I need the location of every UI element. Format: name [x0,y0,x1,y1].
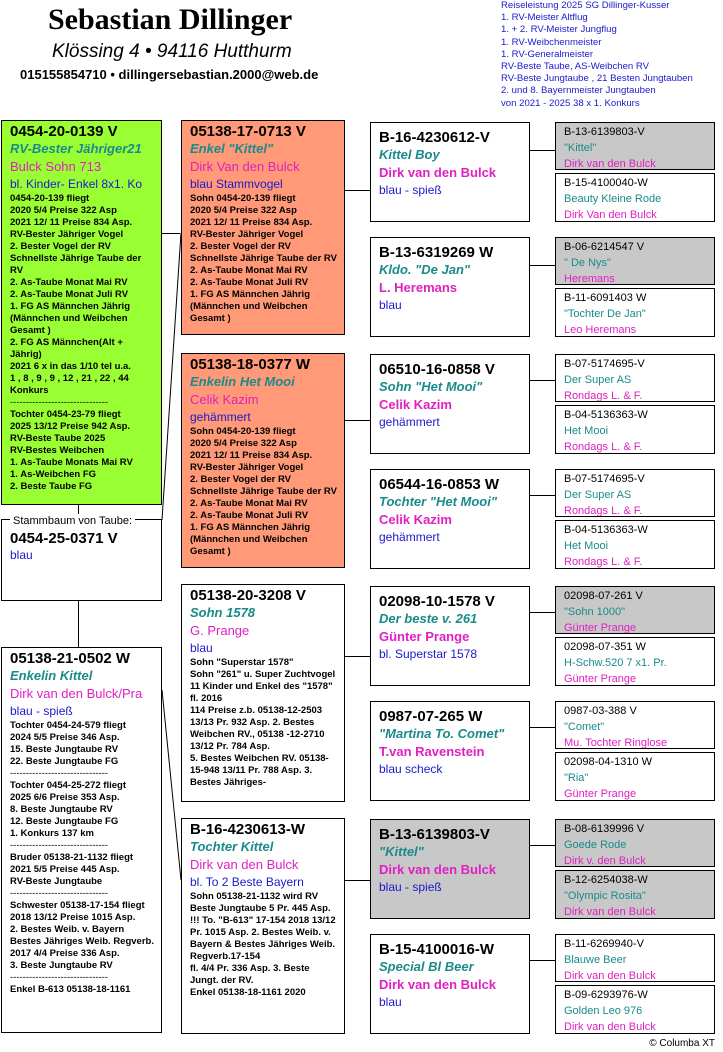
connector-line [530,495,555,496]
gen4-ring: B-12-6254038-W [564,874,648,886]
gen4-breeder: Rondags L. & F. [564,390,643,402]
great-grandparent-box[interactable] [370,586,530,686]
gen4-ring: 02098-07-351 W [564,641,646,653]
gen4-title: "Olympic Rosita" [564,890,646,902]
great-grandparent-box[interactable] [370,354,530,454]
ggp-breeder: Dirk van den Bulck [379,862,497,877]
subject-ring: 0454-25-0371 V [10,530,118,547]
gen4-ring: B-06-6214547 V [564,241,645,253]
gen4-title: "Kittel" [564,142,597,154]
gen4-box[interactable] [555,405,715,454]
gp-breeder: Dirk van den Bulck [190,857,299,872]
ggp-title: Kittel Boy [379,147,440,162]
ggp-breeder: Celik Kazim [379,397,452,412]
gp-description: Sohn 05138-21-1132 wird RV Beste Jungtaube 5 Pr. 445 Asp. !!! To. "B-613" 17-154 2018 13/12 Pr. 1015 Asp. 2. Bestes Weib. v. Bayern & Bestes Jähriges Weib. Regverb.17-154 fl. 4/4 Pr. 336 Asp. 3. Beste Jungt. der RV. Enkel 05138-18-1161 2020 [190,891,336,998]
ggp-color: blau - spieß [379,183,442,197]
gen4-breeder: Dirk v. den Bulck [564,855,646,867]
mother-description: Tochter 0454-24-579 fliegt 2024 5/5 Preise 346 Asp. 15. Beste Jungtaube RV 22. Beste Jungtaube FG ------------------------------- Tochter 0454-25-272 fliegt 2025 6/6 Preise 353 Asp. 8. Beste Jungtaube RV 12. Beste Jungtaube FG 1. Konkurs 137 km ------------------------------- Bruder 05138-21-1132 fliegt 2021 5/5 Preise 445 Asp. RV-Beste Jungtaube ------------------------------- Schwester 05138-17-154 fliegt 2018 13/12 Preise 1015 Asp. 2. Bestes Weib. v. Bayern Bestes Jähriges Weib. Regverb. 2017 4/4 Preise 336 Asp. 3. Beste Jungtaube RV ------------------------------- Enkel B-613 05138-18-1161 [10,720,154,995]
gen4-box[interactable] [555,520,715,569]
gp-title: Sohn 1578 [190,605,256,620]
gen4-title: Het Mooi [564,540,609,552]
paternal-grandmother-box[interactable] [181,353,345,568]
footer-copyright: © Columba XT [649,1038,715,1049]
gen4-breeder: Leo Heremans [564,324,637,336]
ggp-color: blau [379,995,402,1009]
gen4-box[interactable] [555,237,715,285]
ggp-breeder: Günter Prange [379,629,470,644]
gen4-ring: B-08-6139996 V [564,823,645,835]
ggp-breeder: T.van Ravenstein [379,744,485,759]
ggp-color: blau - spieß [379,880,442,894]
gen4-title: Der Super AS [564,489,632,501]
ggp-breeder: L. Heremans [379,280,458,295]
gp-color: blau Stammvogel [190,177,283,191]
gen4-breeder: Günter Prange [564,622,637,634]
achievement-line: 1. RV-Generalmeister [501,48,594,60]
gp-title: Enkel "Kittel" [190,141,274,156]
ggp-ring: B-13-6319269 W [379,244,494,261]
gen4-title: H-Schw.520 7 x1. Pr. [564,657,667,669]
father-box[interactable] [1,120,162,505]
gen4-title: "Tochter De Jan" [564,308,646,320]
achievement-line: RV-Beste Taube, AS-Weibchen RV [501,61,650,73]
ggp-ring: 06544-16-0853 W [379,476,500,493]
gen4-ring: B-07-5174695-V [564,473,645,485]
father-color: bl. Kinder- Enkel 8x1. Ko [10,177,143,191]
gen4-title: Der Super AS [564,374,632,386]
ggp-ring: B-16-4230612-V [379,129,490,146]
gen4-ring: B-13-6139803-V [564,126,645,138]
subject-label: Stammbaum von Taube: [10,514,135,528]
ggp-title: Tochter "Het Mooi" [379,494,498,509]
achievements-list [501,0,693,110]
gen4-title: "Sohn 1000" [564,606,626,618]
achievement-line: von 2021 - 2025 38 x 1. Konkurs [501,97,640,109]
great-grandparent-box[interactable] [370,122,530,222]
gen4-breeder: Rondags L. & F. [564,556,643,568]
gp-color: blau [190,641,213,655]
gen4-breeder: Rondags L. & F. [564,505,643,517]
ggp-ring: 0987-07-265 W [379,708,483,725]
connector-line [530,960,555,961]
connector-line [345,880,370,881]
gen4-box[interactable] [555,870,715,919]
ggp-ring: B-13-6139803-V [379,826,490,843]
breeder-address: Klössing 4 • 94116 Hutthurm [52,41,292,62]
great-grandparent-box[interactable] [370,469,530,569]
subject-box[interactable] [1,519,162,601]
gen4-box[interactable] [555,354,715,402]
ggp-color: gehämmert [379,415,440,429]
maternal-grandmother-box[interactable] [181,818,345,1034]
gen4-breeder: Dirk van den Bulck [564,906,656,918]
gen4-breeder: Mu. Tochter Ringlose [564,737,668,749]
connector-line [530,265,555,266]
gp-description: Sohn 0454-20-139 fliegt 2020 5/4 Preise 322 Asp 2021 12/ 11 Preise 834 Asp. RV-Bester Jähriger Vogel 2. Bester Vogel der RV Schnellste Jährige Taube der RV 2. As-Taube Monat Mai RV 2. As-Taube Monat Juli RV 1. FG AS Männchen Jährig (Männchen und Weibchen Gesamt ) [190,426,337,557]
gp-ring: 05138-20-3208 V [190,587,306,604]
achievement-line: Reiseleistung 2025 SG Dillinger-Kusser [501,0,670,11]
great-grandparent-box[interactable] [370,934,530,1034]
breeder-name: Sebastian Dillinger [48,3,293,36]
mother-title: Enkelin Kittel [10,668,93,683]
gen4-box[interactable] [555,469,715,517]
gen4-box[interactable] [555,819,715,867]
gp-ring: 05138-18-0377 W [190,356,311,373]
achievement-line: 1. RV-Meister Altflug [501,12,588,24]
gen4-title: Beauty Kleine Rode [564,193,662,205]
gen4-ring: B-15-4100040-W [564,177,648,189]
gen4-breeder: Heremans [564,273,615,285]
father-description: 0454-20-139 fliegt 2020 5/4 Preise 322 Asp 2021 12/ 11 Preise 834 Asp. RV-Bester Jähriger Vogel 2. Bester Vogel der RV Schnellste Jährige Taube der RV 2. As-Taube Monat Mai RV 2. As-Taube Monat Juli RV 1. FG AS Männchen Jährig (Männchen und Weibchen Gesamt ) 2. FG AS Männchen(Alt + Jährig) 2021 6 x in das 1/10 tel u.a. 1 , 8 , 9 , 9 , 12 , 21 , 22 , 44 Konkurs ------------------------------- Tochter 0454-23-79 fliegt 2025 13/12 Preise 942 Asp. RV-Beste Taube 2025 RV-Bestes Weibchen 1. As-Taube Monats Mai RV 1. As-Weibchen FG 2. Beste Taube FG [10,193,142,492]
gen4-title: Goede Rode [564,839,627,851]
father-title: RV-Bester Jähriger21 [10,141,142,156]
gen4-ring: B-09-6293976-W [564,989,648,1001]
connector-line [78,601,79,647]
mother-ring: 05138-21-0502 W [10,650,131,667]
gp-color: gehämmert [190,410,251,424]
ggp-ring: B-15-4100016-W [379,941,495,958]
gp-color: bl. To 2 Beste Bayern [190,875,304,889]
ggp-color: bl. Superstar 1578 [379,647,478,661]
connector-line [530,845,555,846]
gp-breeder: Dirk Van den Bulck [190,159,300,174]
gen4-breeder: Dirk van den Bulck [564,158,656,170]
great-grandparent-box[interactable] [370,701,530,801]
connector-line [345,190,370,191]
gen4-box[interactable] [555,122,715,170]
maternal-grandfather-box[interactable] [181,584,345,802]
gen4-box[interactable] [555,934,715,982]
gen4-ring: B-11-6091403 W [564,292,647,304]
gen4-box[interactable] [555,752,715,801]
father-ring: 0454-20-0139 V [10,123,118,140]
ggp-title: Kldo. "De Jan" [379,262,471,277]
achievement-line: RV-Beste Jungtaube , 21 Besten Jungtauben [501,73,693,85]
gen4-title: Het Mooi [564,425,609,437]
gen4-breeder: Günter Prange [564,673,637,685]
gen4-box[interactable] [555,173,715,222]
paternal-grandfather-box[interactable] [181,120,345,335]
great-grandparent-box[interactable] [370,237,530,337]
ggp-breeder: Celik Kazim [379,512,452,527]
gen4-ring: 02098-07-261 V [564,590,643,602]
gen4-box[interactable] [555,701,715,749]
subject-color: blau [10,548,33,562]
ggp-title: "Kittel" [379,844,424,859]
ggp-ring: 06510-16-0858 V [379,361,495,378]
gen4-ring: 0987-03-388 V [564,705,637,717]
gen4-box[interactable] [555,985,715,1034]
gen4-breeder: Günter Prange [564,788,637,800]
gp-description: Sohn "Superstar 1578" Sohn "261" u. Super Zuchtvogel 11 Kinder und Enkel des "1578" fl. 2016 114 Preise z.b. 05138-12-2503 13/13 Pr. 932 Asp. 2. Bestes Weibchen RV., 05138 -12-2710 13/12 Pr. 784 Asp. 5. Bestes Weibchen RV. 05138-15-948 13/11 Pr. 788 Asp. 3. Bestes Jähriges- [190,657,336,788]
father-breeder: Bulck Sohn 713 [10,159,102,174]
ggp-title: Special Bl Beer [379,959,474,974]
gp-ring: B-16-4230613-W [190,821,306,838]
gp-description: Sohn 0454-20-139 fliegt 2020 5/4 Preise 322 Asp 2021 12/ 11 Preise 834 Asp. RV-Bester Jähriger Vogel 2. Bester Vogel der RV Schnellste Jährige Taube der RV 2. As-Taube Monat Mai RV 2. As-Taube Monat Juli RV 1. FG AS Männchen Jährig (Männchen und Weibchen Gesamt ) [190,193,337,324]
connector-line [345,656,370,657]
gen4-breeder: Dirk van den Bulck [564,970,656,982]
gen4-box[interactable] [555,586,715,634]
ggp-color: blau [379,298,402,312]
gen4-breeder: Dirk van den Bulck [564,1021,656,1033]
gen4-title: " De Nys" [564,257,611,269]
gp-title: Tochter Kittel [190,839,274,854]
gen4-ring: B-11-6269940-V [564,938,644,950]
gen4-title: "Comet" [564,721,605,733]
gp-breeder: G. Prange [190,623,250,638]
achievement-line: 2. und 8. Bayernmeister Jungtauben [501,85,656,97]
ggp-title: "Martina To. Comet" [379,726,505,741]
connector-line [530,612,555,613]
gp-title: Enkelin Het Mooi [190,374,295,389]
ggp-title: Der beste v. 261 [379,611,478,626]
connector-line [162,233,180,234]
gen4-breeder: Rondags L. & F. [564,441,643,453]
connector-line [530,727,555,728]
breeder-contact: 015155854710 • dillingersebastian.2000@web.de [20,67,319,82]
gen4-ring: B-07-5174695-V [564,358,645,370]
great-grandparent-box[interactable] [370,819,530,919]
mother-breeder: Dirk van den Bulck/Pra [10,686,143,701]
gen4-ring: B-04-5136363-W [564,524,648,536]
ggp-breeder: Dirk van den Bulck [379,977,497,992]
ggp-color: gehämmert [379,530,440,544]
connector-line [530,150,555,151]
gen4-box[interactable] [555,637,715,686]
gen4-box[interactable] [555,288,715,337]
gen4-title: Blauwe Beer [564,954,627,966]
gen4-ring: 02098-04-1310 W [564,756,653,768]
mother-box[interactable] [1,647,162,1033]
ggp-color: blau scheck [379,762,443,776]
achievement-line: 1. + 2. RV-Meister Jungflug [501,24,617,36]
gp-ring: 05138-17-0713 V [190,123,306,140]
mother-color: blau - spieß [10,704,73,718]
ggp-breeder: Dirk van den Bulck [379,165,497,180]
ggp-ring: 02098-10-1578 V [379,593,495,610]
gp-breeder: Celik Kazim [190,392,259,407]
connector-line [530,380,555,381]
ggp-title: Sohn "Het Mooi" [379,379,483,394]
gen4-ring: B-04-5136363-W [564,409,648,421]
gen4-title: Golden Leo 976 [564,1005,643,1017]
gen4-title: "Ria" [564,772,589,784]
achievement-line: 1. RV-Weibchenmeister [501,36,602,48]
connector-line [345,420,370,421]
gen4-breeder: Dirk Van den Bulck [564,209,657,221]
